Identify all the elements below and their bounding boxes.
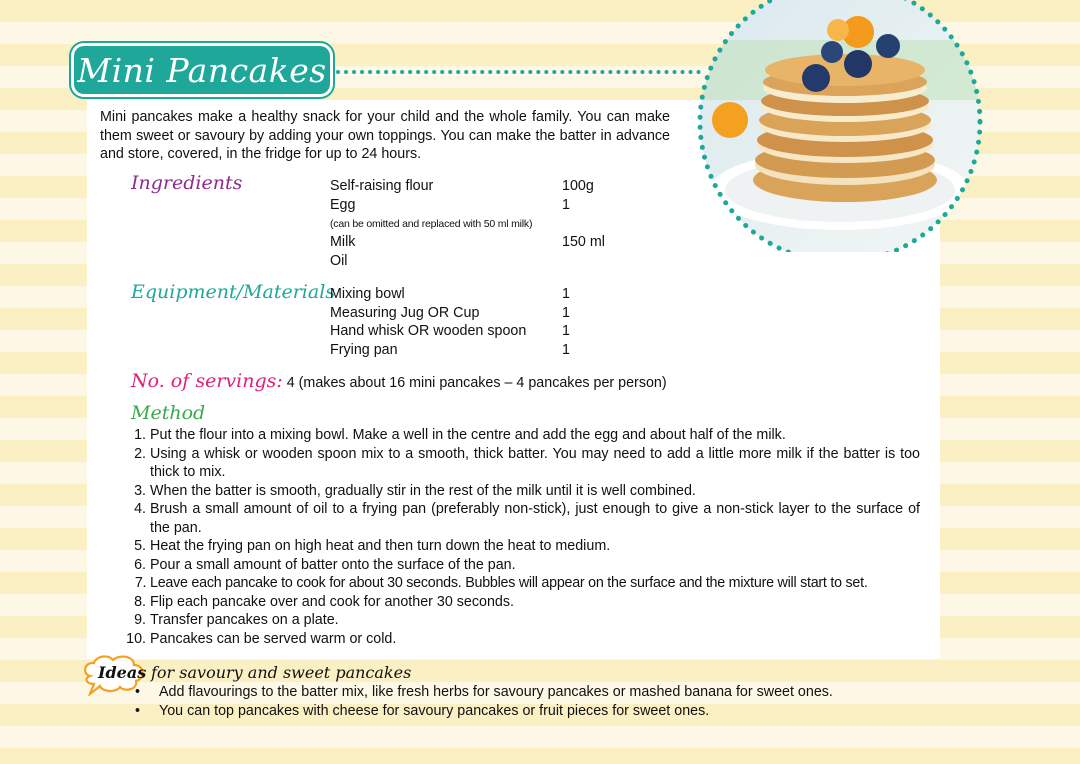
- method-step: 8. Flip each pancake over and cook for another 30 seconds.: [150, 593, 920, 612]
- method-step: 10. Pancakes can be served warm or cold.: [150, 630, 920, 649]
- ideas-heading: for savoury and sweet pancakes: [151, 663, 412, 682]
- ingredient-name: Oil: [330, 253, 348, 269]
- ingredient-name: Milk: [330, 234, 356, 250]
- method-step: 2. Using a whisk or wooden spoon mix to a smooth, thick batter. You may need to add a little more milk if the batter is too thick to mix.: [150, 445, 920, 482]
- method-step: 7. Leave each pancake to cook for about 30 seconds. Bubbles will appear on the surface and the mixture will start to set.: [150, 574, 920, 593]
- method-step: 3. When the batter is smooth, gradually stir in the rest of the milk until it is well combined.: [150, 482, 920, 501]
- pancake-photo: [690, 0, 990, 252]
- ingredient-qty: 100g: [562, 178, 594, 194]
- method-step: 4. Brush a small amount of oil to a frying pan (preferably non-stick), just enough to give a non-stick layer to the surface of the pan.: [150, 500, 920, 537]
- ingredients-heading: Ingredients: [131, 172, 243, 194]
- page-title: Mini Pancakes: [77, 50, 327, 90]
- servings-line: [131, 370, 667, 392]
- method-heading: Method: [131, 402, 206, 424]
- ingredient-qty: 150 ml: [562, 234, 605, 250]
- ideas-item: • You can top pancakes with cheese for savoury pancakes or fruit pieces for sweet ones.: [159, 702, 939, 721]
- dotted-divider: [336, 70, 701, 74]
- method-step: 9. Transfer pancakes on a plate.: [150, 611, 920, 630]
- equipment-qty: 1: [562, 286, 570, 302]
- equipment-heading: Equipment/Materials: [131, 281, 336, 303]
- equipment-name: Measuring Jug OR Cup: [330, 305, 480, 321]
- method-step: 6. Pour a small amount of batter onto the surface of the pan.: [150, 556, 920, 575]
- ingredient-qty: 1: [562, 197, 570, 213]
- method-step: 1. Put the flour into a mixing bowl. Make a well in the centre and add the egg and about half of the milk.: [150, 426, 920, 445]
- equipment-qty: 1: [562, 323, 570, 339]
- method-step: 5. Heat the frying pan on high heat and then turn down the heat to medium.: [150, 537, 920, 556]
- ideas-item: • Add flavourings to the batter mix, like fresh herbs for savoury pancakes or mashed banana for sweet ones.: [159, 683, 939, 702]
- servings-value: 4 (makes about 16 mini pancakes – 4 pancakes per person): [286, 375, 667, 391]
- ideas-label: Ideas: [98, 663, 147, 682]
- equipment-name: Hand whisk OR wooden spoon: [330, 323, 527, 339]
- equipment-name: Frying pan: [330, 342, 398, 358]
- intro-paragraph: Mini pancakes make a healthy snack for your child and the whole family. You can make them sweet or savoury by adding your own toppings. You can make the batter in advance and store, covered, in the fridge for up to 24 hours.: [100, 109, 670, 162]
- servings-label: No. of servings:: [131, 370, 283, 392]
- equipment-qty: 1: [562, 305, 570, 321]
- ingredient-note: (can be omitted and replaced with 50 ml milk): [330, 218, 533, 230]
- ideas-list: [159, 683, 939, 720]
- title-banner: [74, 46, 330, 94]
- equipment-qty: 1: [562, 342, 570, 358]
- equipment-name: Mixing bowl: [330, 286, 405, 302]
- ingredient-name: Egg: [330, 197, 356, 213]
- ingredient-name: Self-raising flour: [330, 178, 434, 194]
- method-steps: [150, 426, 920, 648]
